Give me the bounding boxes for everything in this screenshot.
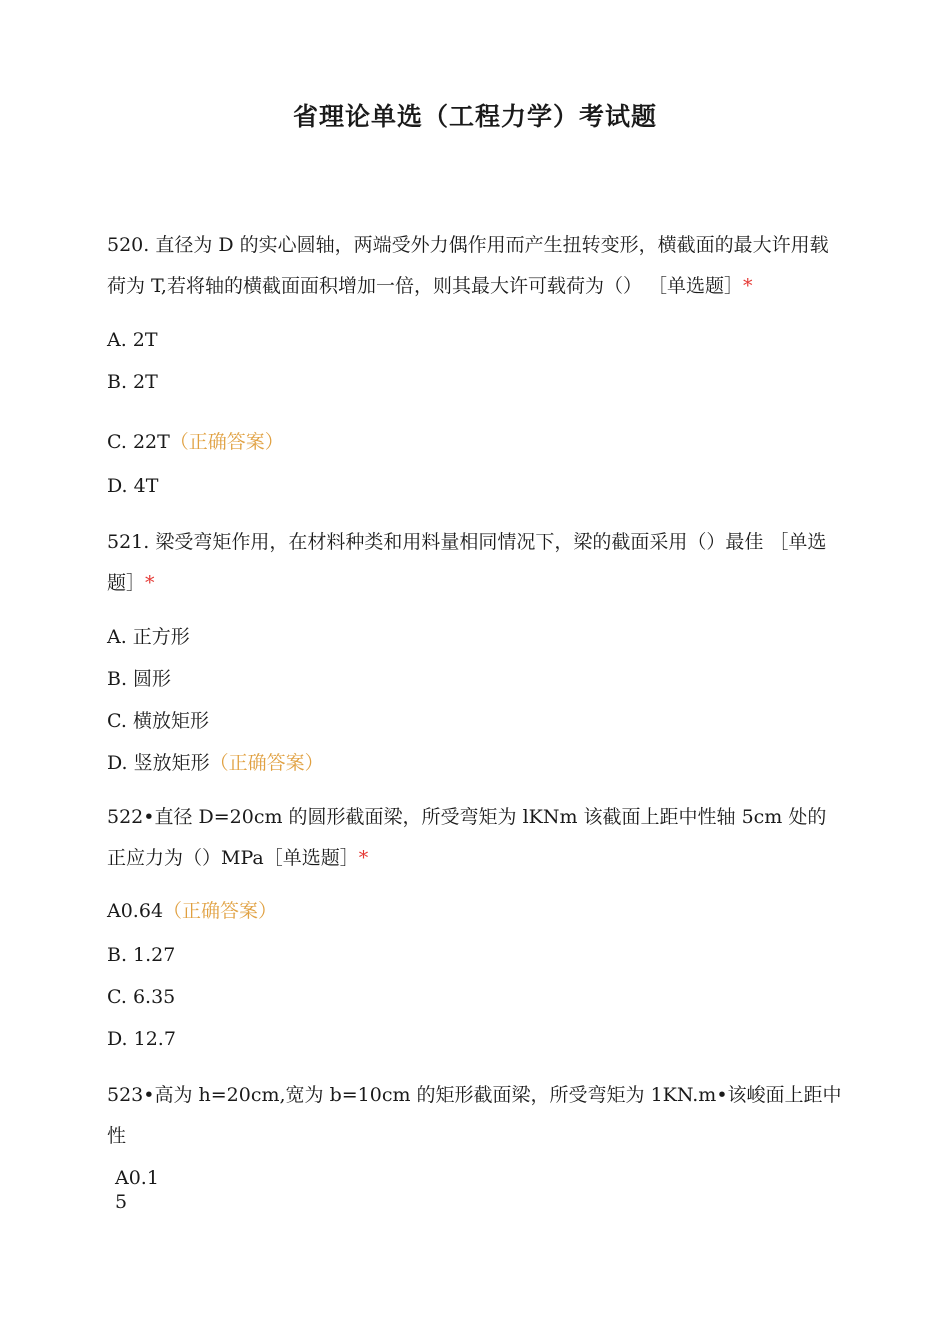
question-text: 523•高为 h=20cm,宽为 b=10cm 的矩形截面梁，所受弯矩为 1KN.m•该峻面上距中性 xyxy=(107,1084,842,1147)
trailing-option-text: A0.1 5 xyxy=(115,1167,159,1213)
option-521-c[interactable]: C. 横放矩形 xyxy=(107,710,209,732)
option-522-a[interactable] xyxy=(107,896,277,923)
required-mark: * xyxy=(358,847,369,869)
option-520-c[interactable] xyxy=(107,427,284,454)
question-text: 522•直径 D=20cm 的圆形截面梁，所受弯矩为 lKNm 该截面上距中性轴 5cm 处的正应力为（）MPa［单选题］ xyxy=(107,806,827,869)
option-text: D. 竖放矩形 xyxy=(107,752,210,774)
question-521 xyxy=(107,522,842,604)
option-522-b[interactable]: B. 1.27 xyxy=(107,944,176,966)
question-522 xyxy=(107,797,842,879)
required-mark: * xyxy=(145,572,155,594)
trailing-option[interactable] xyxy=(115,1166,175,1214)
question-text: 521. 梁受弯矩作用，在材料种类和用料量相同情况下，梁的截面采用（）最佳 ［单选题］ xyxy=(107,531,827,594)
option-521-a[interactable]: A. 正方形 xyxy=(107,626,190,648)
option-522-c[interactable]: C. 6.35 xyxy=(107,986,176,1008)
correct-answer-mark: （正确答案） xyxy=(209,752,324,774)
question-520 xyxy=(107,225,842,307)
question-523 xyxy=(107,1075,842,1157)
correct-answer-mark: （正确答案） xyxy=(163,900,278,922)
option-text: C. 22T xyxy=(107,431,170,453)
option-text: A0.64 xyxy=(107,900,164,922)
required-mark: * xyxy=(743,275,753,297)
option-521-b[interactable]: B. 圆形 xyxy=(107,668,172,690)
option-522-d[interactable]: D. 12.7 xyxy=(107,1028,176,1050)
option-521-d[interactable] xyxy=(107,748,324,775)
option-520-b[interactable]: B. 2T xyxy=(107,371,158,393)
option-520-a[interactable]: A. 2T xyxy=(107,329,158,351)
question-text: 520. 直径为 D 的实心圆轴，两端受外力偶作用而产生扭转变形，横截面的最大许用载荷为 T,若将轴的横截面面积增加一倍，则其最大许可载荷为（） ［单选题］ xyxy=(107,234,829,297)
correct-answer-mark: （正确答案） xyxy=(169,431,284,453)
option-520-d[interactable]: D. 4T xyxy=(107,475,159,497)
page-title: 省理论单选（工程力学）考试题 xyxy=(292,102,657,131)
